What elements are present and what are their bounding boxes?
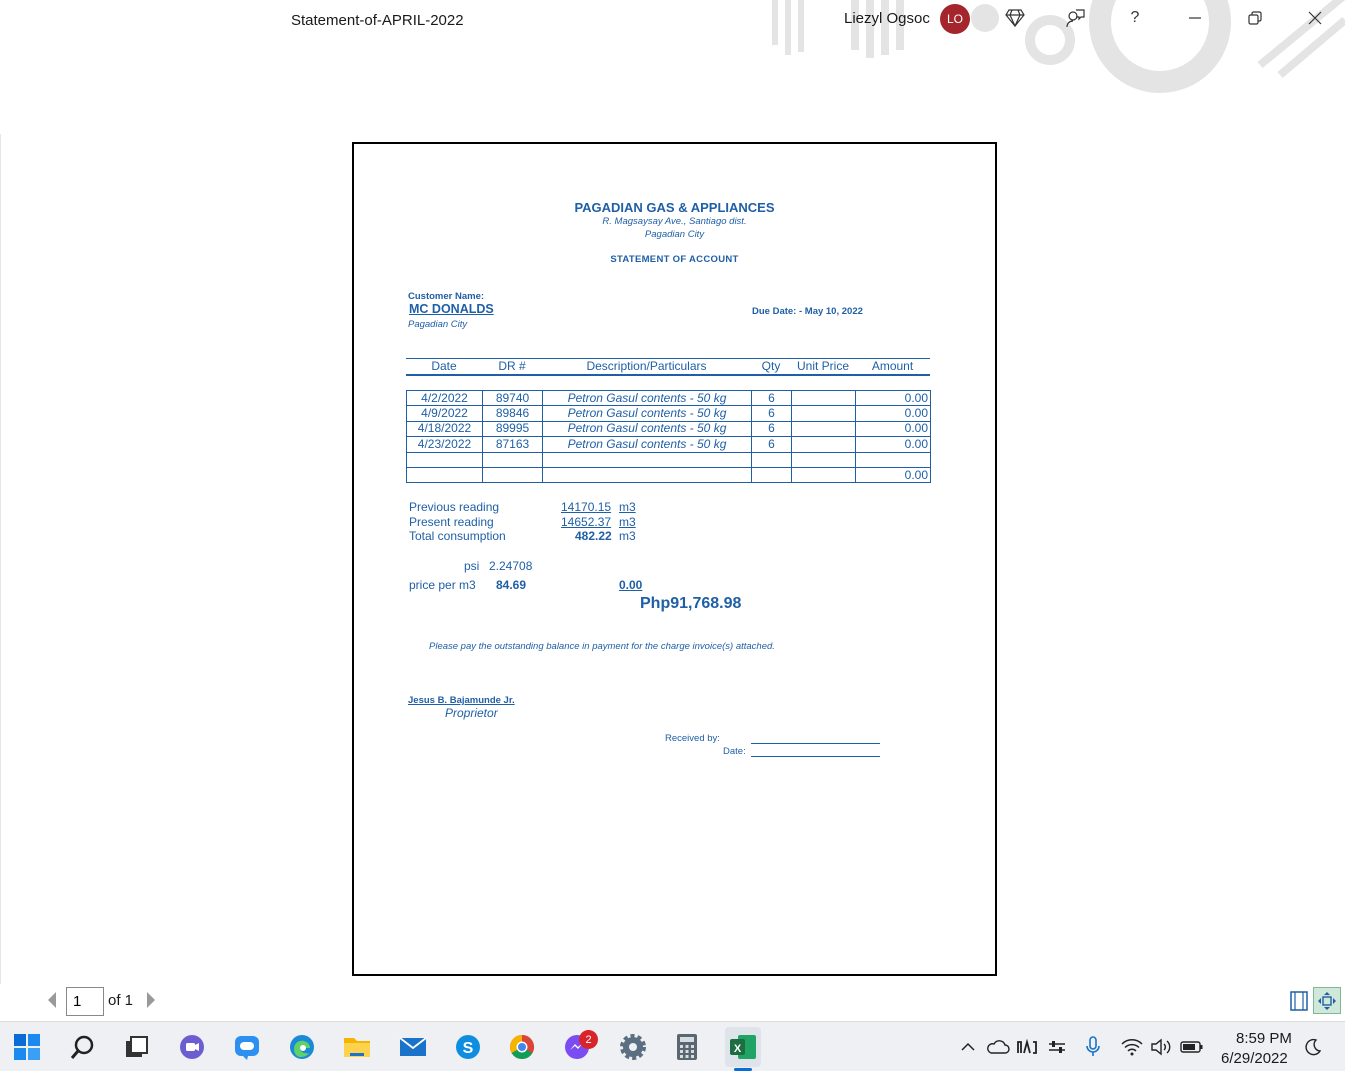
settings-icon[interactable] [617, 1031, 649, 1063]
received-by-line [751, 743, 880, 744]
title-bar [0, 0, 1345, 134]
col-date: Date [431, 359, 457, 373]
company-name: PAGADIAN GAS & APPLIANCES [574, 200, 775, 215]
wifi-icon[interactable] [1116, 1031, 1148, 1063]
file-explorer-icon[interactable] [341, 1031, 373, 1063]
cell-date: 4/2/2022 [407, 391, 483, 406]
cell-qty [752, 452, 792, 467]
cell-qty: 6 [752, 437, 792, 452]
minimize-icon[interactable] [1183, 6, 1207, 30]
cell-unit-price [792, 467, 856, 482]
taskbar [0, 1021, 1345, 1071]
cell-qty: 6 [752, 421, 792, 436]
customer-name: MC DONALDS [409, 302, 494, 316]
col-amount: Amount [871, 359, 914, 373]
cell-dr: 87163 [483, 437, 543, 452]
show-hidden-icons-icon[interactable] [952, 1031, 984, 1063]
psi-label: psi [464, 559, 480, 573]
customer-city: Pagadian City [408, 319, 468, 330]
previous-reading-label: Previous reading [409, 500, 500, 514]
table-header [406, 358, 930, 376]
items-table [406, 390, 931, 483]
cell-description: Petron Gasul contents - 50 kg [543, 406, 752, 421]
col-qty: Qty [761, 359, 781, 373]
task-view-icon[interactable] [120, 1031, 152, 1063]
received-by-label: Received by: [665, 733, 720, 744]
calculator-icon[interactable] [671, 1031, 703, 1063]
present-reading-value: 14652.37 [561, 515, 612, 529]
cell-date [407, 452, 483, 467]
price-per-m3-value: 84.69 [496, 578, 527, 592]
present-reading-unit: m3 [619, 515, 636, 529]
table-row [407, 406, 931, 421]
table-row [407, 452, 931, 467]
cell-amount: 0.00 [856, 406, 931, 421]
total-consumption-unit: m3 [619, 529, 636, 543]
cell-dr [483, 467, 543, 482]
cell-unit-price [792, 406, 856, 421]
fit-width-icon[interactable] [1313, 987, 1341, 1014]
help-icon[interactable]: ? [1130, 9, 1140, 26]
microphone-icon[interactable] [1077, 1031, 1109, 1063]
next-page-icon[interactable] [145, 991, 157, 1014]
battery-icon[interactable] [1176, 1031, 1208, 1063]
cell-unit-price [792, 421, 856, 436]
search-icon[interactable] [67, 1031, 99, 1063]
window-title: Statement-of-APRIL-2022 [291, 12, 464, 29]
cell-dr: 89846 [483, 406, 543, 421]
cell-amount: 0.00 [856, 467, 931, 482]
adjust-icon[interactable] [1041, 1031, 1073, 1063]
cell-description [543, 452, 752, 467]
cell-unit-price [792, 452, 856, 467]
document-page [352, 142, 997, 976]
company-city: Pagadian City [644, 229, 705, 240]
cell-date: 4/18/2022 [407, 421, 483, 436]
cell-date [407, 467, 483, 482]
previous-page-icon[interactable] [46, 991, 58, 1014]
onedrive-icon[interactable] [982, 1031, 1014, 1063]
chrome-icon[interactable] [506, 1031, 538, 1063]
total-due: Php91,768.98 [640, 595, 742, 612]
computed-amount: 0.00 [619, 578, 643, 592]
cell-description [543, 467, 752, 482]
page-count: of 1 [108, 992, 134, 1009]
excel-icon[interactable] [725, 1027, 761, 1067]
cell-amount: 0.00 [856, 391, 931, 406]
restore-icon[interactable] [1243, 6, 1267, 30]
col-description: Description/Particulars [586, 359, 707, 373]
total-consumption-label: Total consumption [409, 529, 506, 543]
psi-value: 2.24708 [489, 559, 533, 573]
premium-diamond-icon[interactable] [1003, 6, 1027, 30]
table-row [407, 421, 931, 436]
volume-icon[interactable] [1145, 1031, 1177, 1063]
messenger-badge: 2 [579, 1030, 598, 1049]
cell-amount: 0.00 [856, 421, 931, 436]
table-row [407, 467, 931, 482]
total-consumption-value: 482.22 [575, 529, 612, 543]
mail-icon[interactable] [397, 1031, 429, 1063]
svg-text:S: S [462, 1040, 474, 1057]
cell-description: Petron Gasul contents - 50 kg [543, 437, 752, 452]
page-number-input[interactable] [66, 987, 104, 1016]
fit-page-icon[interactable] [1289, 990, 1309, 1017]
svg-text:X: X [733, 1043, 742, 1055]
date-label: Date: [723, 746, 746, 757]
edge-icon[interactable] [286, 1031, 318, 1063]
present-reading-label: Present reading [409, 515, 494, 529]
payment-note: Please pay the outstanding balance in payment for the charge invoice(s) attached. [429, 641, 775, 652]
clock-time[interactable]: 8:59 PM [1236, 1030, 1292, 1047]
customer-label: Customer Name: [408, 291, 485, 302]
signatory-title: Proprietor [445, 706, 498, 720]
cell-qty: 6 [752, 391, 792, 406]
col-unit-price: Unit Price [796, 359, 849, 373]
cell-unit-price [792, 437, 856, 452]
previous-reading-unit: m3 [619, 500, 636, 514]
date-line [751, 756, 880, 757]
previous-reading-value: 14170.15 [561, 500, 612, 514]
start-icon[interactable] [11, 1031, 43, 1063]
cell-date: 4/23/2022 [407, 437, 483, 452]
table-row [407, 391, 931, 406]
signatory-name: Jesus B. Bajamunde Jr. [408, 695, 515, 706]
statement-title: STATEMENT OF ACCOUNT [610, 254, 739, 265]
skype-icon[interactable] [452, 1031, 484, 1063]
col-dr: DR # [498, 359, 526, 373]
cell-description: Petron Gasul contents - 50 kg [543, 391, 752, 406]
cell-unit-price [792, 391, 856, 406]
teams-chat-icon[interactable] [176, 1031, 208, 1063]
viewer-edge [0, 134, 1, 984]
cell-qty: 6 [752, 406, 792, 421]
cell-dr [483, 452, 543, 467]
feedback-icon[interactable] [1063, 6, 1087, 30]
cell-dr: 89995 [483, 421, 543, 436]
close-icon[interactable] [1303, 6, 1327, 30]
user-name[interactable]: Liezyl Ogsoc [844, 10, 930, 27]
due-date: Due Date: - May 10, 2022 [752, 306, 863, 317]
focus-assist-icon[interactable] [1297, 1031, 1329, 1063]
user-avatar[interactable]: LO [940, 4, 970, 34]
cell-description: Petron Gasul contents - 50 kg [543, 421, 752, 436]
chat-app-icon[interactable] [231, 1031, 263, 1063]
meet-now-icon[interactable] [1011, 1031, 1043, 1063]
company-address: R. Magsaysay Ave., Santiago dist. [602, 216, 747, 227]
table-row [407, 437, 931, 452]
price-per-m3-label: price per m3 [409, 578, 476, 592]
cell-date: 4/9/2022 [407, 406, 483, 421]
cell-amount: 0.00 [856, 437, 931, 452]
cell-qty [752, 467, 792, 482]
cell-dr: 89740 [483, 391, 543, 406]
clock-date[interactable]: 6/29/2022 [1221, 1050, 1288, 1067]
cell-amount [856, 452, 931, 467]
